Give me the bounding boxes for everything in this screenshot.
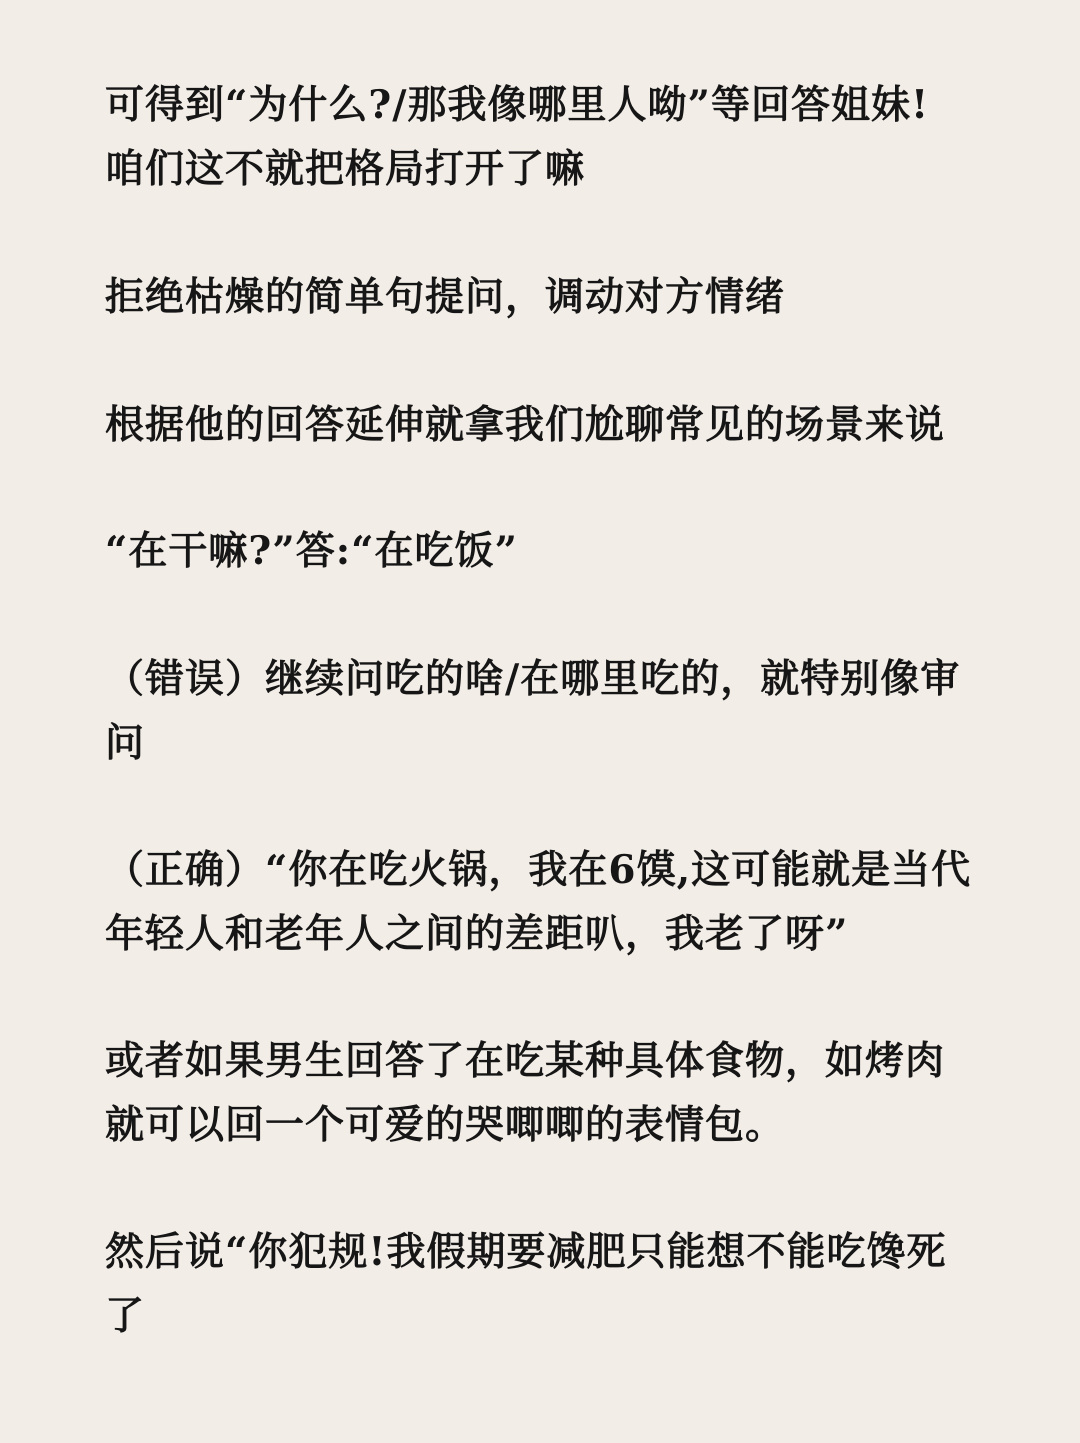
paragraph-line: 或者如果男生回答了在吃某种具体食物，如烤肉 — [105, 1038, 946, 1084]
paragraph-line: “在干嘛?”答:“在吃饭” — [105, 528, 518, 574]
paragraph-line: 就可以回一个可爱的哭唧唧的表情包。 — [105, 1102, 786, 1148]
paragraph-line: 问 — [105, 720, 146, 766]
paragraph-8 — [105, 1220, 965, 1348]
paragraph-6 — [105, 838, 972, 966]
paragraph-line: 了 — [105, 1293, 146, 1339]
paragraph-line: 咱们这不就把格局打开了嘛 — [105, 146, 586, 192]
paragraph-line: 可得到“为什么?/那我像哪里人呦”等回答姐妹! — [105, 82, 930, 128]
paragraph-7 — [105, 1029, 965, 1157]
paragraph-line: 年轻人和老年人之间的差距叭，我老了呀” — [105, 911, 849, 957]
paragraph-line: 然后说“你犯规!我假期要减肥只能想不能吃馋死 — [105, 1229, 947, 1275]
paragraph-line: 根据他的回答延伸就拿我们尬聊常见的场景来说 — [105, 402, 946, 448]
paragraph-3 — [105, 393, 965, 457]
paragraph-2 — [105, 265, 965, 329]
paragraph-4 — [105, 519, 965, 583]
paragraph-line: （错误）继续问吃的啥/在哪里吃的，就特别像审 — [105, 656, 961, 702]
paragraph-line: 拒绝枯燥的简单句提问，调动对方情绪 — [105, 274, 786, 320]
paragraph-5 — [105, 647, 965, 775]
paragraph-1 — [105, 73, 965, 201]
paragraph-line: （正确）“你在吃火锅，我在6馍,这可能就是当代 — [105, 847, 972, 893]
